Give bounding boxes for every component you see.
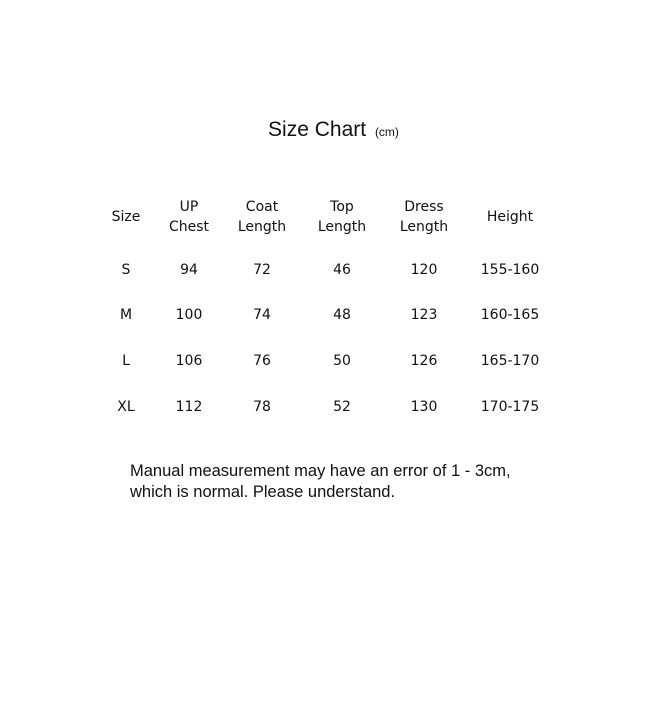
table-cell: XL [117, 399, 135, 415]
table-header-cell [112, 207, 141, 227]
note-line-2: which is normal. Please understand. [130, 483, 396, 501]
table-header-cell [400, 197, 448, 237]
title-text: Size Chart [268, 118, 367, 141]
table-cell: 76 [253, 353, 271, 369]
table-header-line: Length [399, 219, 449, 235]
table-header-cell [238, 197, 286, 237]
table-cell: 46 [333, 262, 351, 278]
table-header-cell [318, 197, 366, 237]
table-header-cell [487, 207, 533, 227]
table-cell: L [122, 353, 130, 369]
table-cell: 78 [253, 399, 271, 415]
table-header-cell [169, 197, 209, 237]
table-cell: 155-160 [480, 262, 540, 278]
table-cell: M [119, 307, 133, 323]
measurement-note [130, 461, 590, 503]
table-cell: 120 [410, 262, 438, 278]
title-unit: (cm) [374, 125, 399, 139]
table-cell: 48 [333, 307, 351, 323]
table-header-line: Size [111, 209, 141, 225]
table-cell: 94 [180, 262, 198, 278]
table-header-line: Coat [245, 199, 279, 215]
table-header-line: Chest [168, 219, 210, 235]
table-header-line: UP [179, 199, 199, 215]
table-header-line: Length [237, 219, 287, 235]
table-cell: 123 [410, 307, 438, 323]
table-cell: 112 [175, 399, 203, 415]
table-cell: 126 [410, 353, 438, 369]
table-cell: 130 [410, 399, 438, 415]
table-cell: 160-165 [480, 307, 540, 323]
page-title [0, 118, 659, 142]
table-cell: 74 [253, 307, 271, 323]
table-header-line: Length [317, 219, 367, 235]
table-cell: 106 [175, 353, 203, 369]
table-cell: 72 [253, 262, 271, 278]
table-cell: 165-170 [480, 353, 540, 369]
note-line-1: Manual measurement may have an error of 1 - 3cm, [130, 462, 511, 480]
table-cell: 50 [333, 353, 351, 369]
table-header-line: Height [486, 209, 534, 225]
table-cell: S [121, 262, 131, 278]
table-header-line: Dress [404, 199, 444, 215]
table-cell: 52 [333, 399, 351, 415]
table-cell: 170-175 [480, 399, 540, 415]
table-header-line: Top [330, 199, 354, 215]
table-cell: 100 [175, 307, 203, 323]
